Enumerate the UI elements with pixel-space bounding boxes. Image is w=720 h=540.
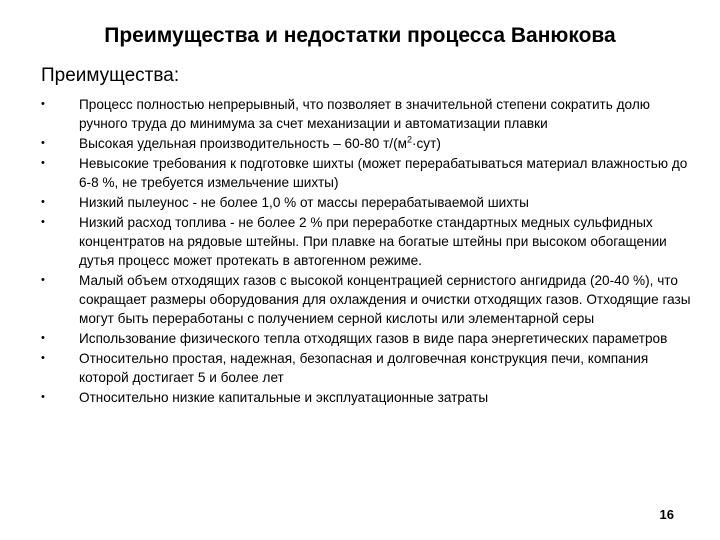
bullet: • <box>41 98 45 110</box>
item-text: Малый объем отходящих газов с высокой концентрацией сернистого ангидрида (20-40 %), что сокращает размеры оборудования для охлаждения и очистки отходящих газов. Отходящие газы могут быть переработаны с получением серной кислоты или элементарной серы <box>79 273 691 326</box>
advantages-list <box>41 95 701 408</box>
item-text: Относительно низкие капитальные и эксплуатационные затраты <box>79 390 489 405</box>
page-number: 16 <box>659 507 674 522</box>
section-heading: Преимущества: <box>41 65 180 86</box>
bullet: • <box>41 391 45 403</box>
item-text <box>79 134 701 153</box>
bullet: • <box>41 274 45 286</box>
superscript: 2 <box>406 134 412 145</box>
bullet: • <box>41 352 45 364</box>
list-item <box>41 134 701 153</box>
item-text-main: Высокая удельная производительность – 60-80 т/(м <box>79 136 407 151</box>
list-item <box>41 213 701 270</box>
item-text: Относительно простая, надежная, безопасная и долговечная конструкция печи, компания которой достигает 5 и более лет <box>79 351 649 385</box>
list-item <box>41 349 701 387</box>
item-text: Невысокие требования к подготовке шихты (может перерабатываться материал влажностью до 6-8 %, не требуется измельчение шихты) <box>79 156 688 190</box>
item-text: Использование физического тепла отходящих газов в виде пара энергетических параметров <box>79 331 668 346</box>
list-item <box>41 329 701 348</box>
item-text-suffix: ·сут) <box>411 136 441 151</box>
slide-title: Преимущества и недостатки процесса Ванюкова <box>104 24 616 47</box>
item-text: Процесс полностью непрерывный, что позволяет в значительной степени сократить долю ручного труда до минимума за счет механизации и автоматизации плавки <box>79 97 650 131</box>
bullet: • <box>41 157 45 169</box>
list-item <box>41 388 701 407</box>
list-item <box>41 193 701 212</box>
bullet: • <box>41 196 45 208</box>
bullet: • <box>41 137 45 149</box>
item-text: Низкий расход топлива - не более 2 % при переработке стандартных медных сульфидных концентратов на рядовые штейны. При плавке на богатые штейны при высоком обогащении дутья процесс может протекать в автогенном режиме. <box>79 215 667 268</box>
bullet: • <box>41 216 45 228</box>
bullet: • <box>41 332 45 344</box>
item-text: Низкий пылеунос - не более 1,0 % от массы перерабатываемой шихты <box>79 195 529 210</box>
list-item <box>41 271 701 328</box>
list-item <box>41 154 701 192</box>
list-item <box>41 95 701 133</box>
